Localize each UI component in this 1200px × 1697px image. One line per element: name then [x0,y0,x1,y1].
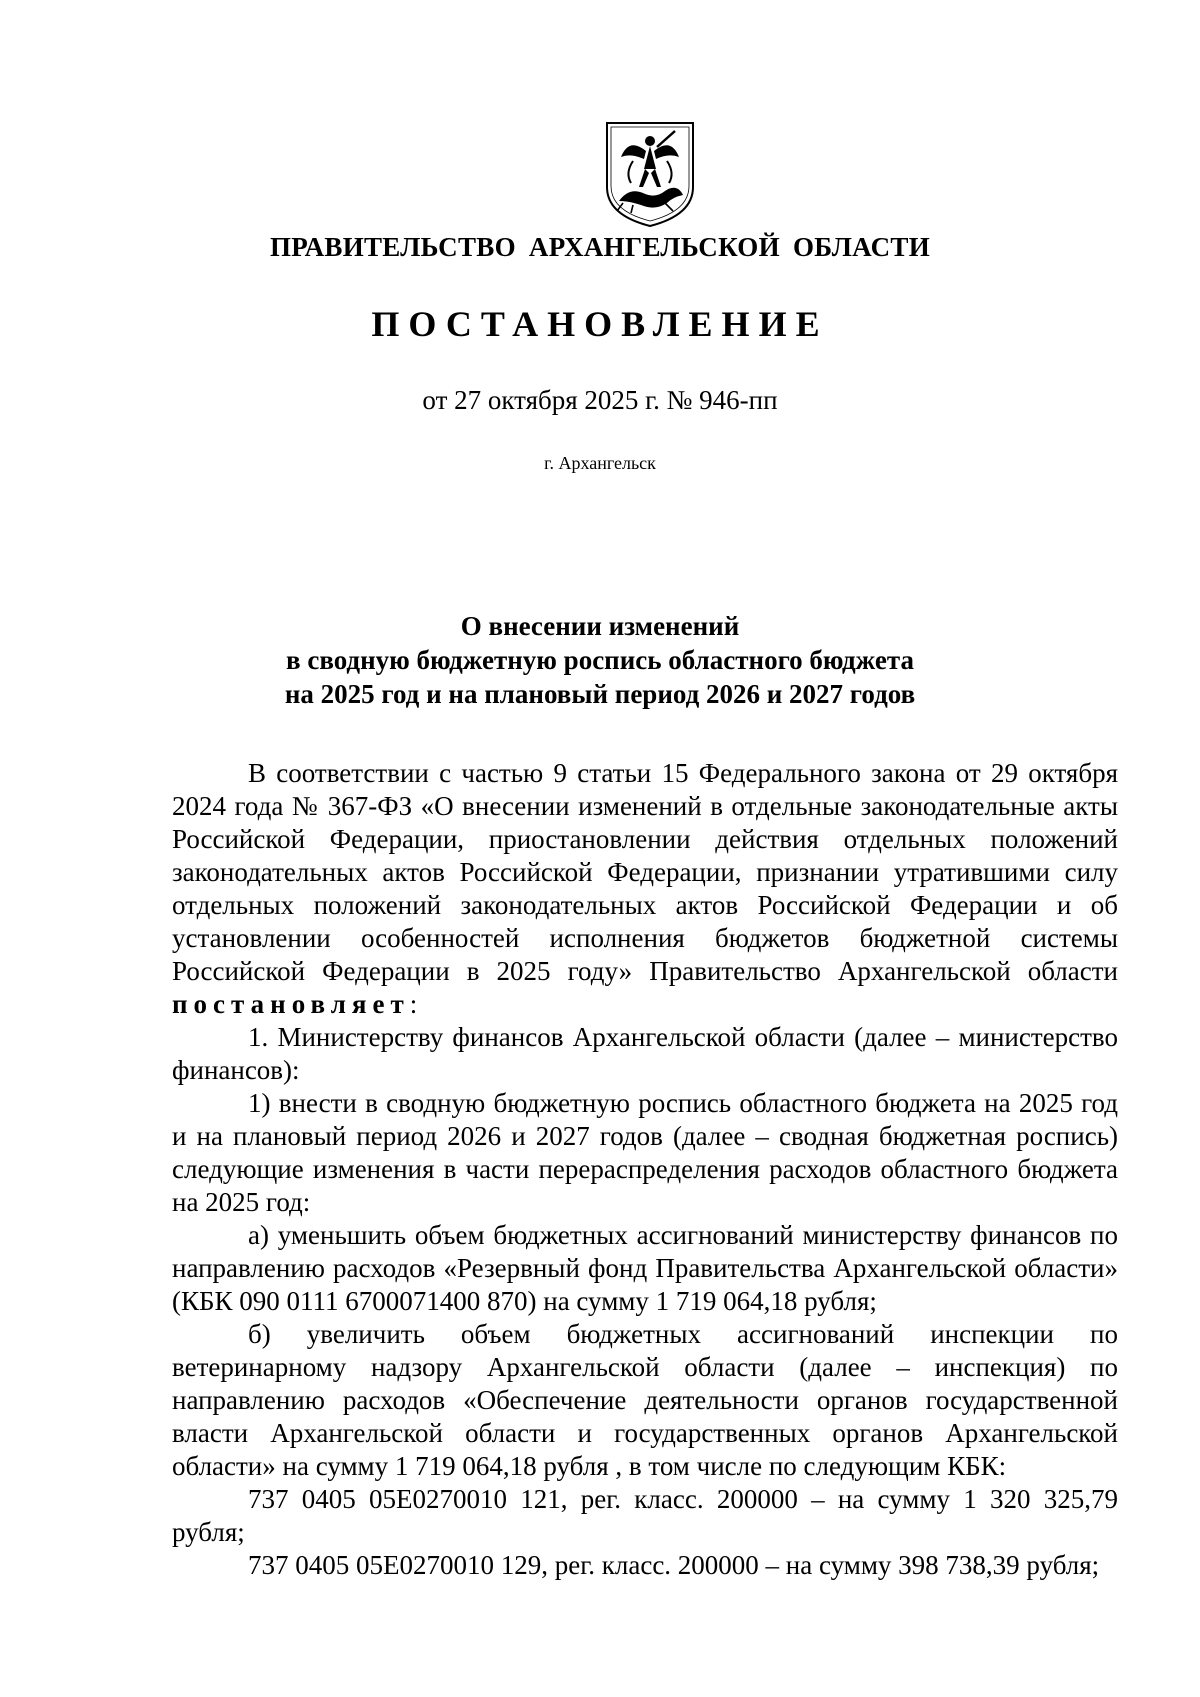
document-date-number: от 27 октября 2025 г. № 946-пп [422,385,778,415]
document-city: г. Архангельск [544,453,656,473]
government-title: ПРАВИТЕЛЬСТВО АРХАНГЕЛЬСКОЙ ОБЛАСТИ [269,232,931,262]
coat-of-arms-icon [603,117,697,229]
paragraph-item-1: 1. Министерству финансов Архангельской области (далее – министерство финансов): [172,1022,1118,1085]
paragraph-subitem-1: 1) внести в сводную бюджетную роспись областного бюджета на 2025 год и на плановый период 2026 и 2027 годов (далее – сводная бюджетная роспись) следующие изменения в части перераспределения расходов областного бюджета на 2025 год: [172,1088,1118,1217]
preamble-colon: : [409,989,418,1019]
paragraph-subitem-a: а) уменьшить объем бюджетных ассигнований министерству финансов по направлению расходов «Резервный фонд Правительства Архангельской области» (КБК 090 0111 6700071400 870) на сумму 1 719 064,18 рубля; [172,1220,1118,1316]
paragraph-subitem-b: б) увеличить объем бюджетных ассигнований инспекции по ветеринарному надзору Архангельской области (далее – инспекция) по направлению расходов «Обеспечение деятельности органов государственной власти Архангельской области и государственных органов Архангельской области» на сумму 1 719 064,18 рубля , в том числе по следующим КБК: [172,1319,1118,1481]
preamble-text: В соответствии с частью 9 статьи 15 Федерального закона от 29 октября 2024 года № 367-ФЗ «О внесении изменений в отдельные законодательные акты Российской Федерации, приостановлении действия отдельных положений законодательных актов Российской Федерации, признании утратившими силу отдельных положений законодательных актов Российской Федерации и об установлении особенностей исполнения бюджетов бюджетной системы Российской Федерации в 2025 году» Правительство Архангельской области [172,758,1118,986]
document-body [172,757,1118,1582]
subject-line-2: в сводную бюджетную роспись областного бюджета [286,645,914,675]
resolves-word: постановляет [172,989,410,1019]
subject-line-1: О внесении изменений [460,611,740,641]
paragraph-kbk-121: 737 0405 05Е0270010 121, рег. класс. 200000 – на сумму 1 320 325,79 рубля; [172,1484,1118,1547]
paragraph-kbk-129: 737 0405 05Е0270010 129, рег. класс. 200000 – на сумму 398 738,39 рубля; [248,1550,1100,1580]
document-subject [0,609,1200,711]
document-type: ПОСТАНОВЛЕНИЕ [371,304,829,344]
paragraph-preamble [172,757,1118,1021]
subject-line-3: на 2025 год и на плановый период 2026 и 2027 годов [284,679,916,709]
